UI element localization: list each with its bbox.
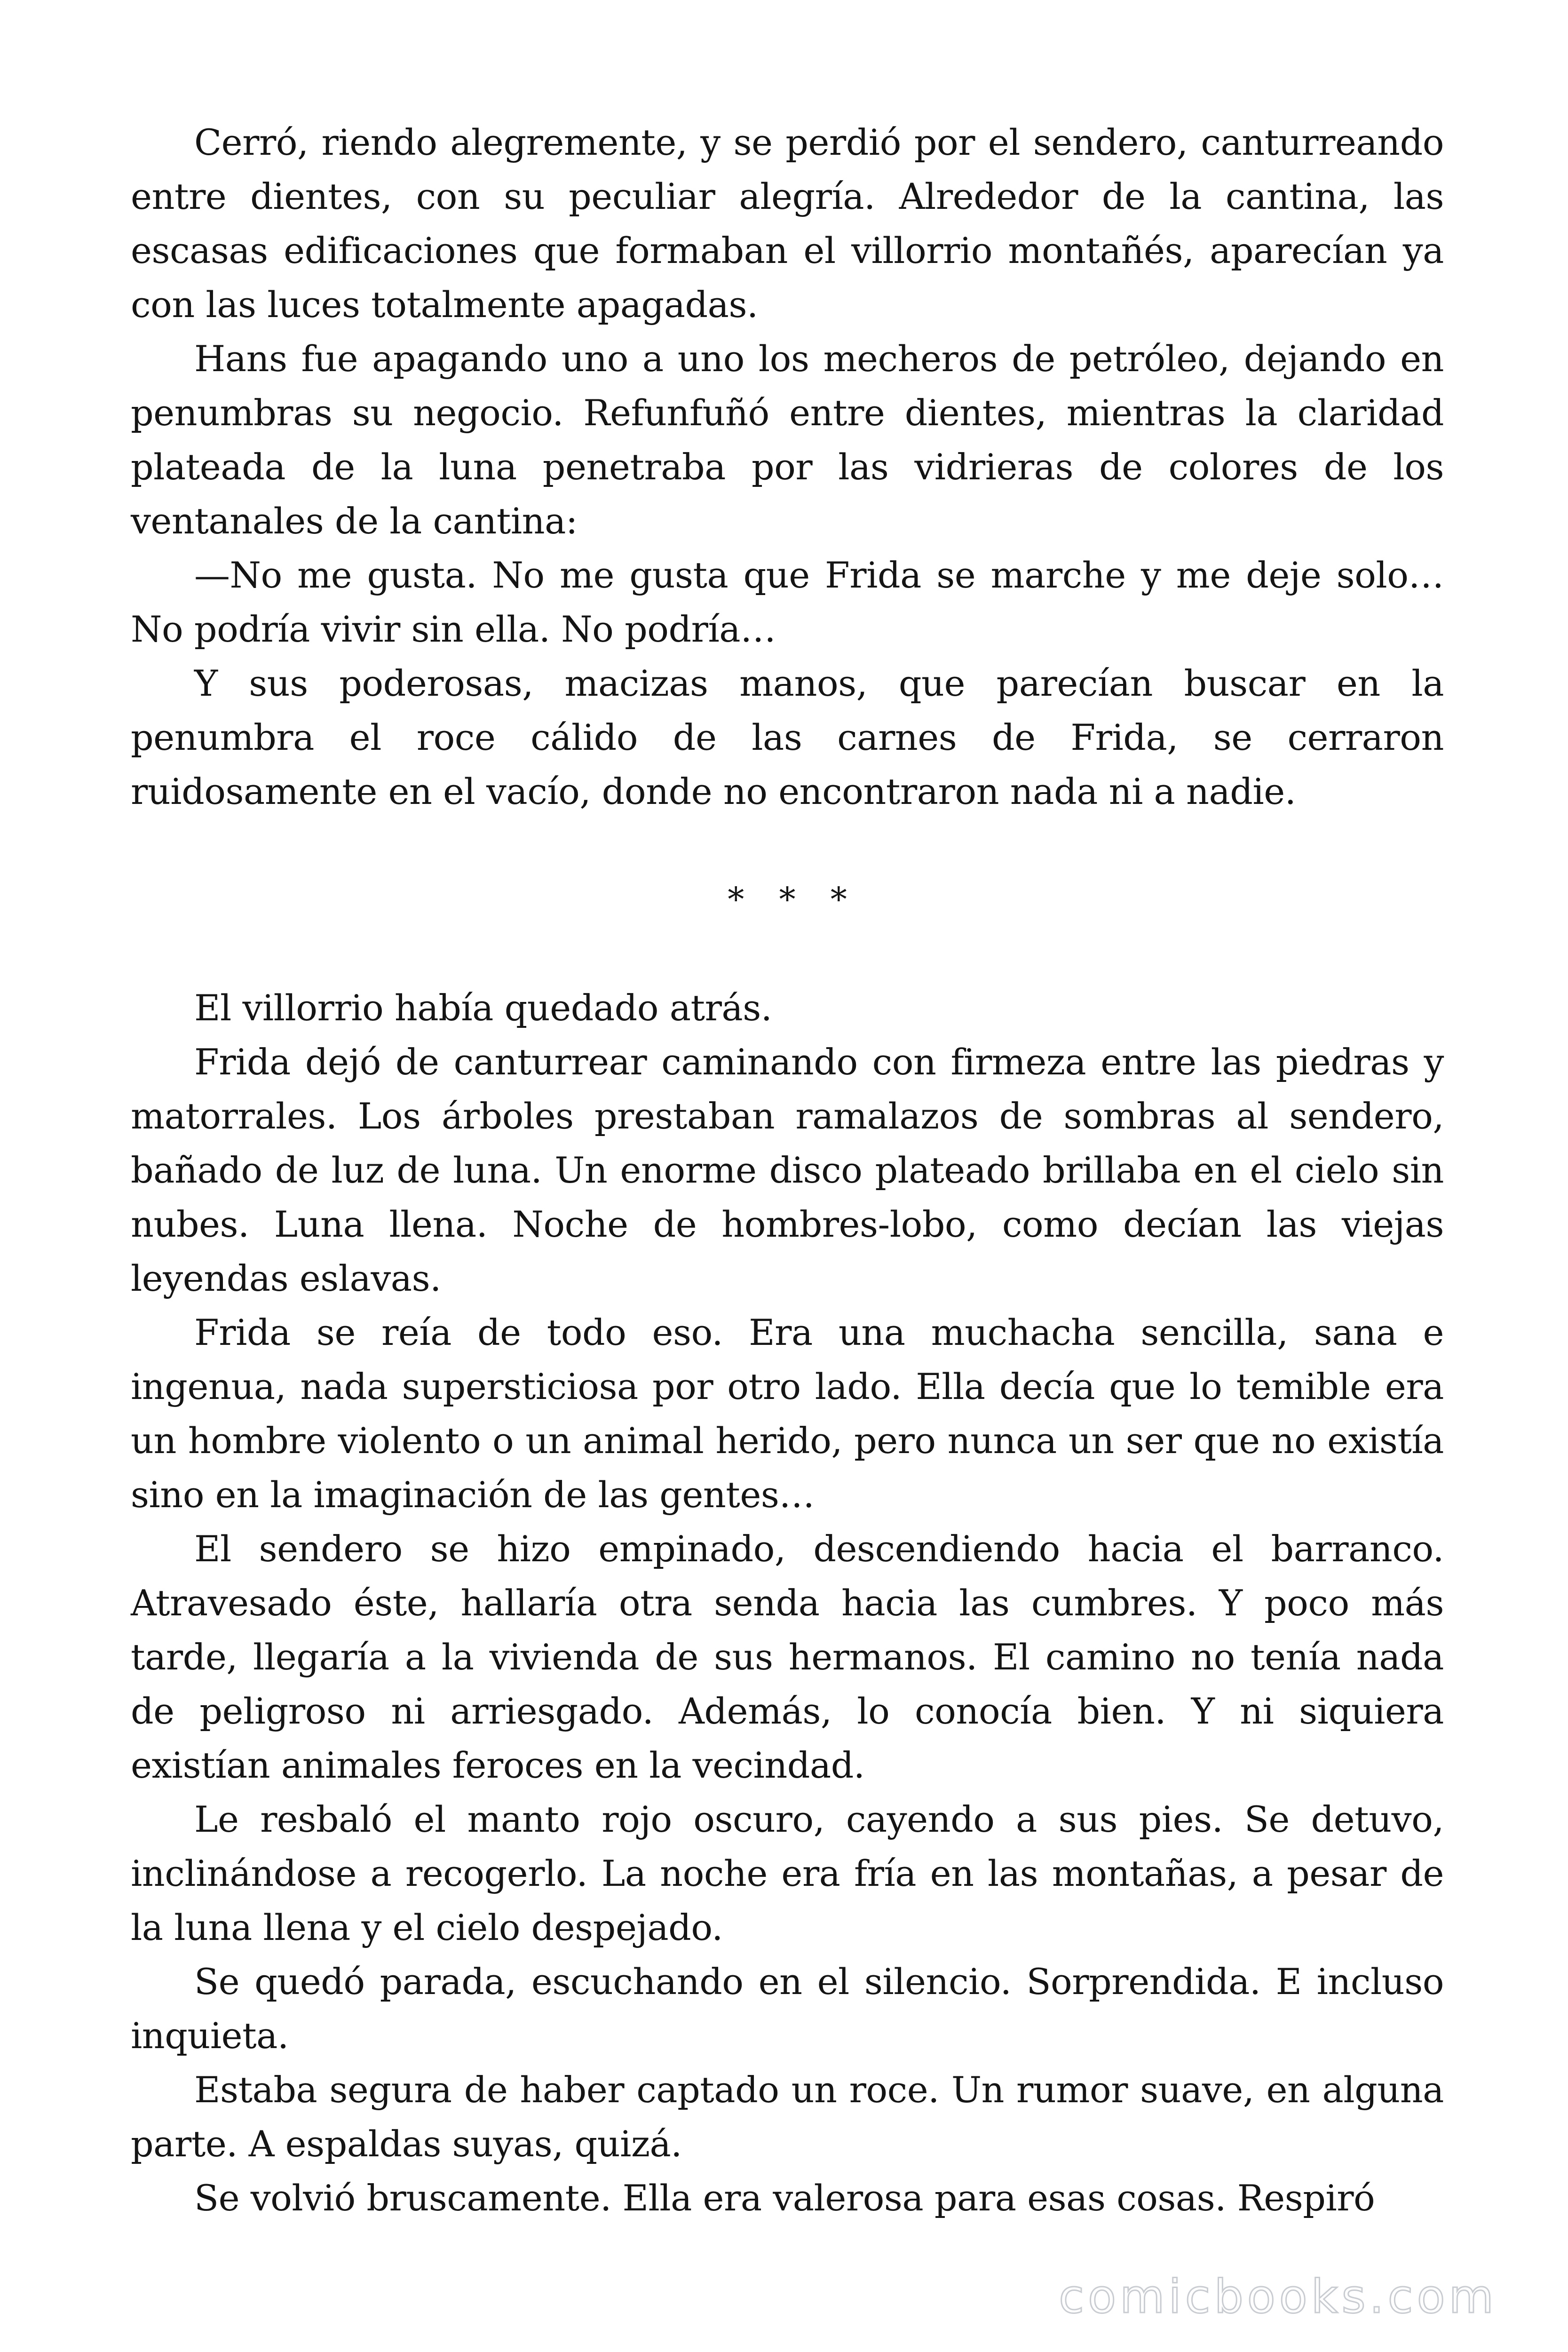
paragraph-8: El sendero se hizo empinado, descendiendo hacia el barranco. Atravesado éste, hallaría otra senda hacia las cumbres. Y poco más tarde, llegaría a la vivienda de sus hermanos. El camino no tenía nada de peligroso ni arriesgado. Además, lo conocía bien. Y ni siquiera existían animales feroces en la vecindad. [131,1528,1444,1786]
watermark-logo: comicbooks.com [1059,2270,1497,2324]
paragraph-9: Le resbaló el manto rojo oscuro, cayendo a sus pies. Se detuvo, inclinándose a recogerlo. La noche era fría en las montañas, a pesar de la luna llena y el cielo despejado. [131,1798,1444,1948]
paragraph-10: Se quedó parada, escuchando en el silencio. Sorprendida. E incluso inquieta. [131,1961,1444,2057]
paragraph-6: Frida dejó de canturrear caminando con firmeza entre las piedras y matorrales. Los árboles prestaban ramalazos de sombras al sendero, bañado de luz de luna. Un enorme disco plateado brillaba en el cielo sin nubes. Luna llena. Noche de hombres-lobo, como decían las viejas leyendas eslavas. [131,1041,1444,1299]
paragraph-5: El villorrio había quedado atrás. [194,987,772,1029]
paragraph-12: Se volvió bruscamente. Ella era valerosa para esas cosas. Respiró [194,2177,1375,2219]
paragraph-2: Hans fue apagando uno a uno los mecheros de petróleo, dejando en penumbras su negocio. Refunfuñó entre dientes, mientras la claridad plateada de la luna penetraba por las vidrieras de colores de los ventanales de la cantina: [131,338,1444,542]
page-text-body [131,115,1444,2225]
paragraph-3-dialogue: —No me gusta. No me gusta que Frida se marche y me deje solo… No podría vivir sin ella. No podría… [131,554,1444,650]
paragraph-4: Y sus poderosas, macizas manos, que parecían buscar en la penumbra el roce cálido de las carnes de Frida, se cerraron ruidosamente en el vacío, donde no encontraron nada ni a nadie. [131,662,1444,812]
section-separator: * * * [728,880,859,919]
paragraph-1: Cerró, riendo alegremente, y se perdió por el sendero, canturreando entre dientes, con su peculiar alegría. Alrededor de la cantina, las escasas edificaciones que formaban el villorrio montañés, aparecían ya con las luces totalmente apagadas. [131,121,1444,326]
paragraph-7: Frida se reía de todo eso. Era una muchacha sencilla, sana e ingenua, nada supersticiosa por otro lado. Ella decía que lo temible era un hombre violento o un animal herido, pero nunca un ser que no existía sino en la imaginación de las gentes… [131,1311,1444,1516]
paragraph-11: Estaba segura de haber captado un roce. Un rumor suave, en alguna parte. A espaldas suyas, quizá. [131,2069,1444,2165]
